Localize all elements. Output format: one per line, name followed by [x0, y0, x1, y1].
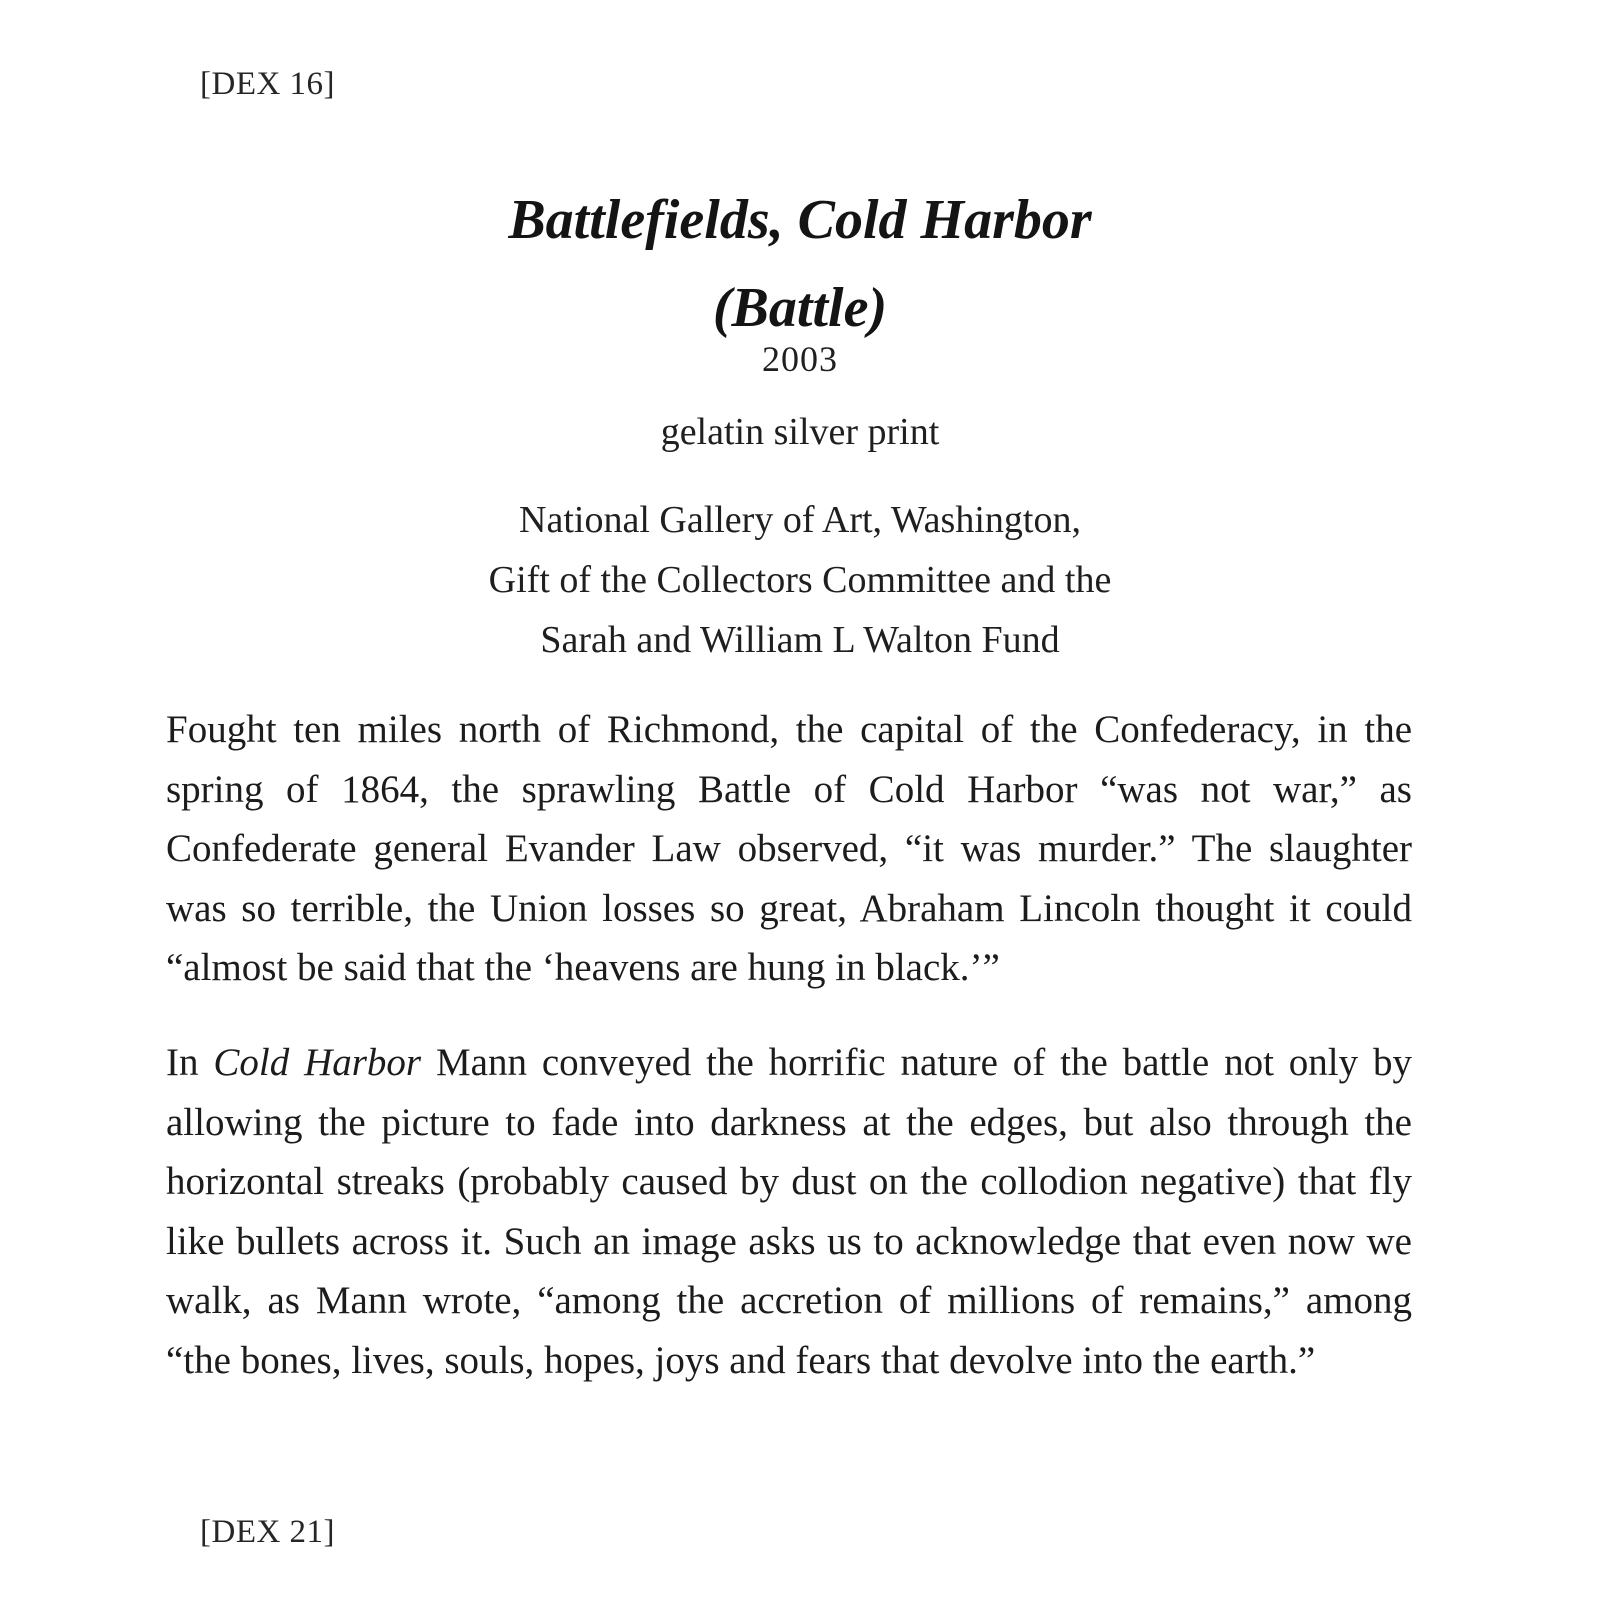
body-paragraph-1: Fought ten miles north of Richmond, the capital of the Confederacy, in the spring of 1864, the sprawling Battle of Cold Harbor “was not war,” as Confederate general Evander Law observed, “it was murder.” The slaughter was so terrible, the Union losses so great, Abraham Lincoln thought it could “almost be said that the ‘heavens are hung in black.’” — [166, 708, 1412, 989]
exhibit-reference-bottom: [DEX 21] — [200, 1514, 336, 1550]
credit-line — [0, 490, 1600, 670]
artwork-medium: gelatin silver print — [660, 411, 940, 453]
body-paragraph-2 — [166, 1033, 1412, 1390]
artwork-title-line-2: (Battle) — [712, 277, 888, 339]
paragraph-2-work-title: Cold Harbor — [213, 1041, 422, 1084]
artwork-year: 2003 — [762, 339, 838, 379]
artwork-title — [0, 176, 1600, 352]
artwork-title-line-1: Battlefields, Cold Harbor — [508, 189, 1092, 251]
credit-line-2: Gift of the Collectors Committee and the — [488, 559, 1112, 601]
exhibit-reference-top: [DEX 16] — [200, 66, 336, 102]
credit-line-3: Sarah and William L Walton Fund — [540, 619, 1060, 661]
credit-line-1: National Gallery of Art, Washington, — [519, 499, 1081, 541]
paragraph-2-text: Mann conveyed the horrific nature of the battle not only by allowing the picture to fade into darkness at the edges, but also through the horizontal streaks (probably caused by dust on the collodion negative) that fly like bullets across it. Such an image asks us to acknowledge that even now we walk, as Mann wrote, “among the accretion of millions of remains,” among “the bones, lives, souls, hopes, joys and fears that devolve into the earth.” — [166, 1041, 1413, 1382]
paragraph-2-intro: In — [166, 1041, 199, 1084]
